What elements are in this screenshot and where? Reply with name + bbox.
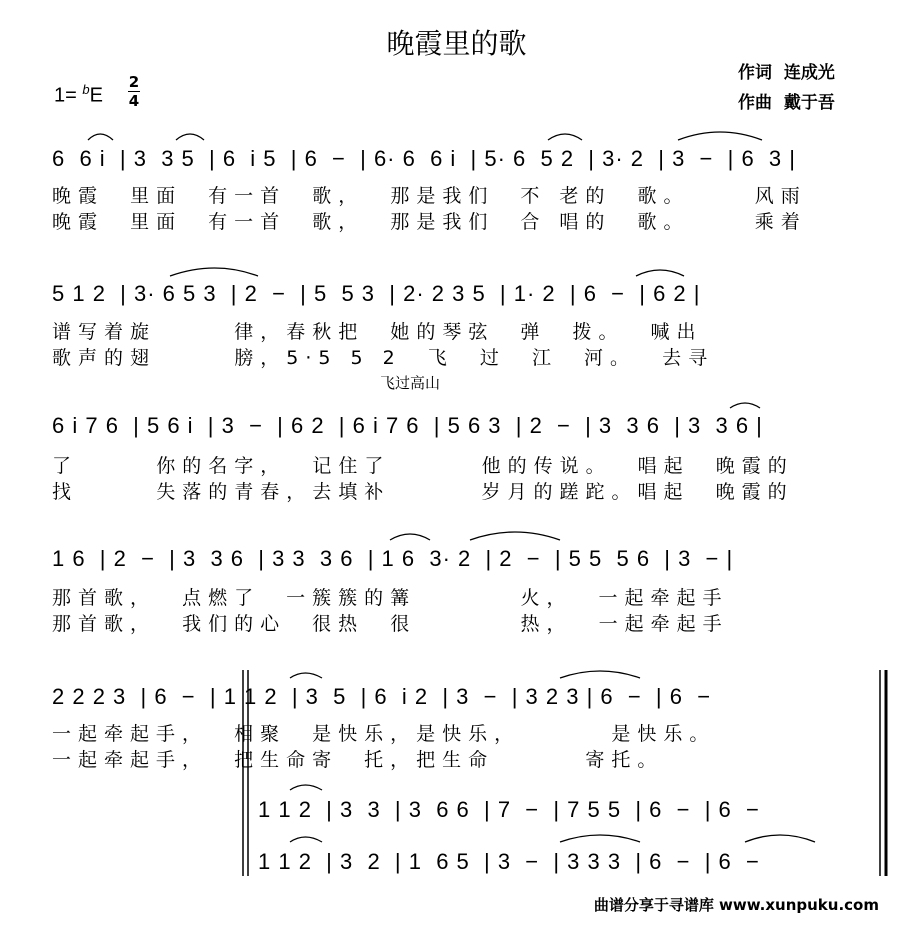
system-3-lyric-1: 了 你的名字， 记住了 他的传说。 唱起 晚霞的 <box>52 455 794 477</box>
slur-mark <box>548 134 582 140</box>
slur-mark <box>290 837 322 842</box>
page-title: 晚霞里的歌 <box>386 27 527 60</box>
slur-mark <box>745 835 815 842</box>
slur-mark <box>88 134 113 140</box>
system-4-notes: 1 6 | 2 − | 3 3 6 | 3 3 3 6 | 1 6 3· 2 | 2 − | 5 5 5 6 | 3 − | <box>52 546 734 571</box>
system-1-lyric-2: 晚霞 里面 有一首 歌， 那是我们 合 唱的 歌。 乘着 <box>52 211 807 233</box>
system-2-lyric-2: 歌声的翅 膀，5·5 5 2 飞 过 江 河。 去寻 <box>52 347 715 369</box>
system-5-notes: 2 2 2 3 | 6 − | 1 1 2 | 3 5 | 6 i 2 | 3 − | 3 2 3 | 6 − | 6 − <box>52 684 712 709</box>
system-5-lyric-1: 一起牵起手， 相聚 是快乐，是快乐， 是快乐。 <box>52 723 716 745</box>
key-prefix: 1= <box>54 84 77 107</box>
system-1-notes: 6 6 i | 3 3 5 | 6 i 5 | 6 − | 6· 6 6 i | 5· 6 5 2 | 3· 2 | 3 − | 6 3 | <box>52 146 796 171</box>
system-1-lyric-1: 晚霞 里面 有一首 歌， 那是我们 不 老的 歌。 风雨 <box>52 185 807 207</box>
time-signature-top: 2 <box>128 73 140 91</box>
system-4-lyric-2: 那首歌， 我们的心 很热 很 热， 一起牵起手 <box>52 613 729 635</box>
footer-credit: 曲谱分享于寻谱库 www.xunpuku.com <box>593 896 879 914</box>
key-flat: b <box>82 82 90 97</box>
slur-mark <box>560 835 640 842</box>
composer-credit: 作曲 戴于吾 <box>738 93 835 113</box>
slur-mark <box>290 673 322 678</box>
slur-mark <box>560 671 640 678</box>
system-4-lyric-1: 那首歌， 点燃了 一簇簇的篝 火， 一起牵起手 <box>52 587 729 609</box>
system-6-notes: 1 1 2 | 3 3 | 3 6 6 | 7 − | 7 5 5 | 6 − | 6 − <box>258 797 760 822</box>
slur-mark <box>170 268 258 276</box>
system-5-lyric-2: 一起牵起手， 把生命寄 托，把生命 寄托。 <box>52 749 664 771</box>
slur-mark <box>678 132 762 140</box>
slur-mark <box>290 785 322 790</box>
slur-mark <box>730 403 760 408</box>
time-signature-bottom: 4 <box>128 92 140 110</box>
key-note: E <box>89 84 103 107</box>
slur-mark <box>176 134 204 140</box>
system-2-extra-lyric: 飞过高山 <box>380 374 441 392</box>
system-3-lyric-2: 找 失落的青春，去填补 岁月的蹉跎。唱起 晚霞的 <box>52 481 794 503</box>
slur-mark <box>636 270 684 276</box>
system-3-notes: 6 i 7 6 | 5 6 i | 3 − | 6 2 | 6 i 7 6 | 5 6 3 | 2 − | 3 3 6 | 3 3 6 | <box>52 413 763 438</box>
slur-mark <box>470 532 560 540</box>
system-2-lyric-1: 谱写着旋 律，春秋把 她的琴弦 弹 拨。 喊出 <box>52 321 703 343</box>
system-7-notes: 1 1 2 | 3 2 | 1 6 5 | 3 − | 3 3 3 | 6 − | 6 − <box>258 849 760 874</box>
slur-mark <box>390 534 430 540</box>
lyricist-credit: 作词 连成光 <box>738 63 835 83</box>
system-2-notes: 5 1 2 | 3· 6 5 3 | 2 − | 5 5 3 | 2· 2 3 5 | 1· 2 | 6 − | 6 2 | <box>52 281 701 306</box>
